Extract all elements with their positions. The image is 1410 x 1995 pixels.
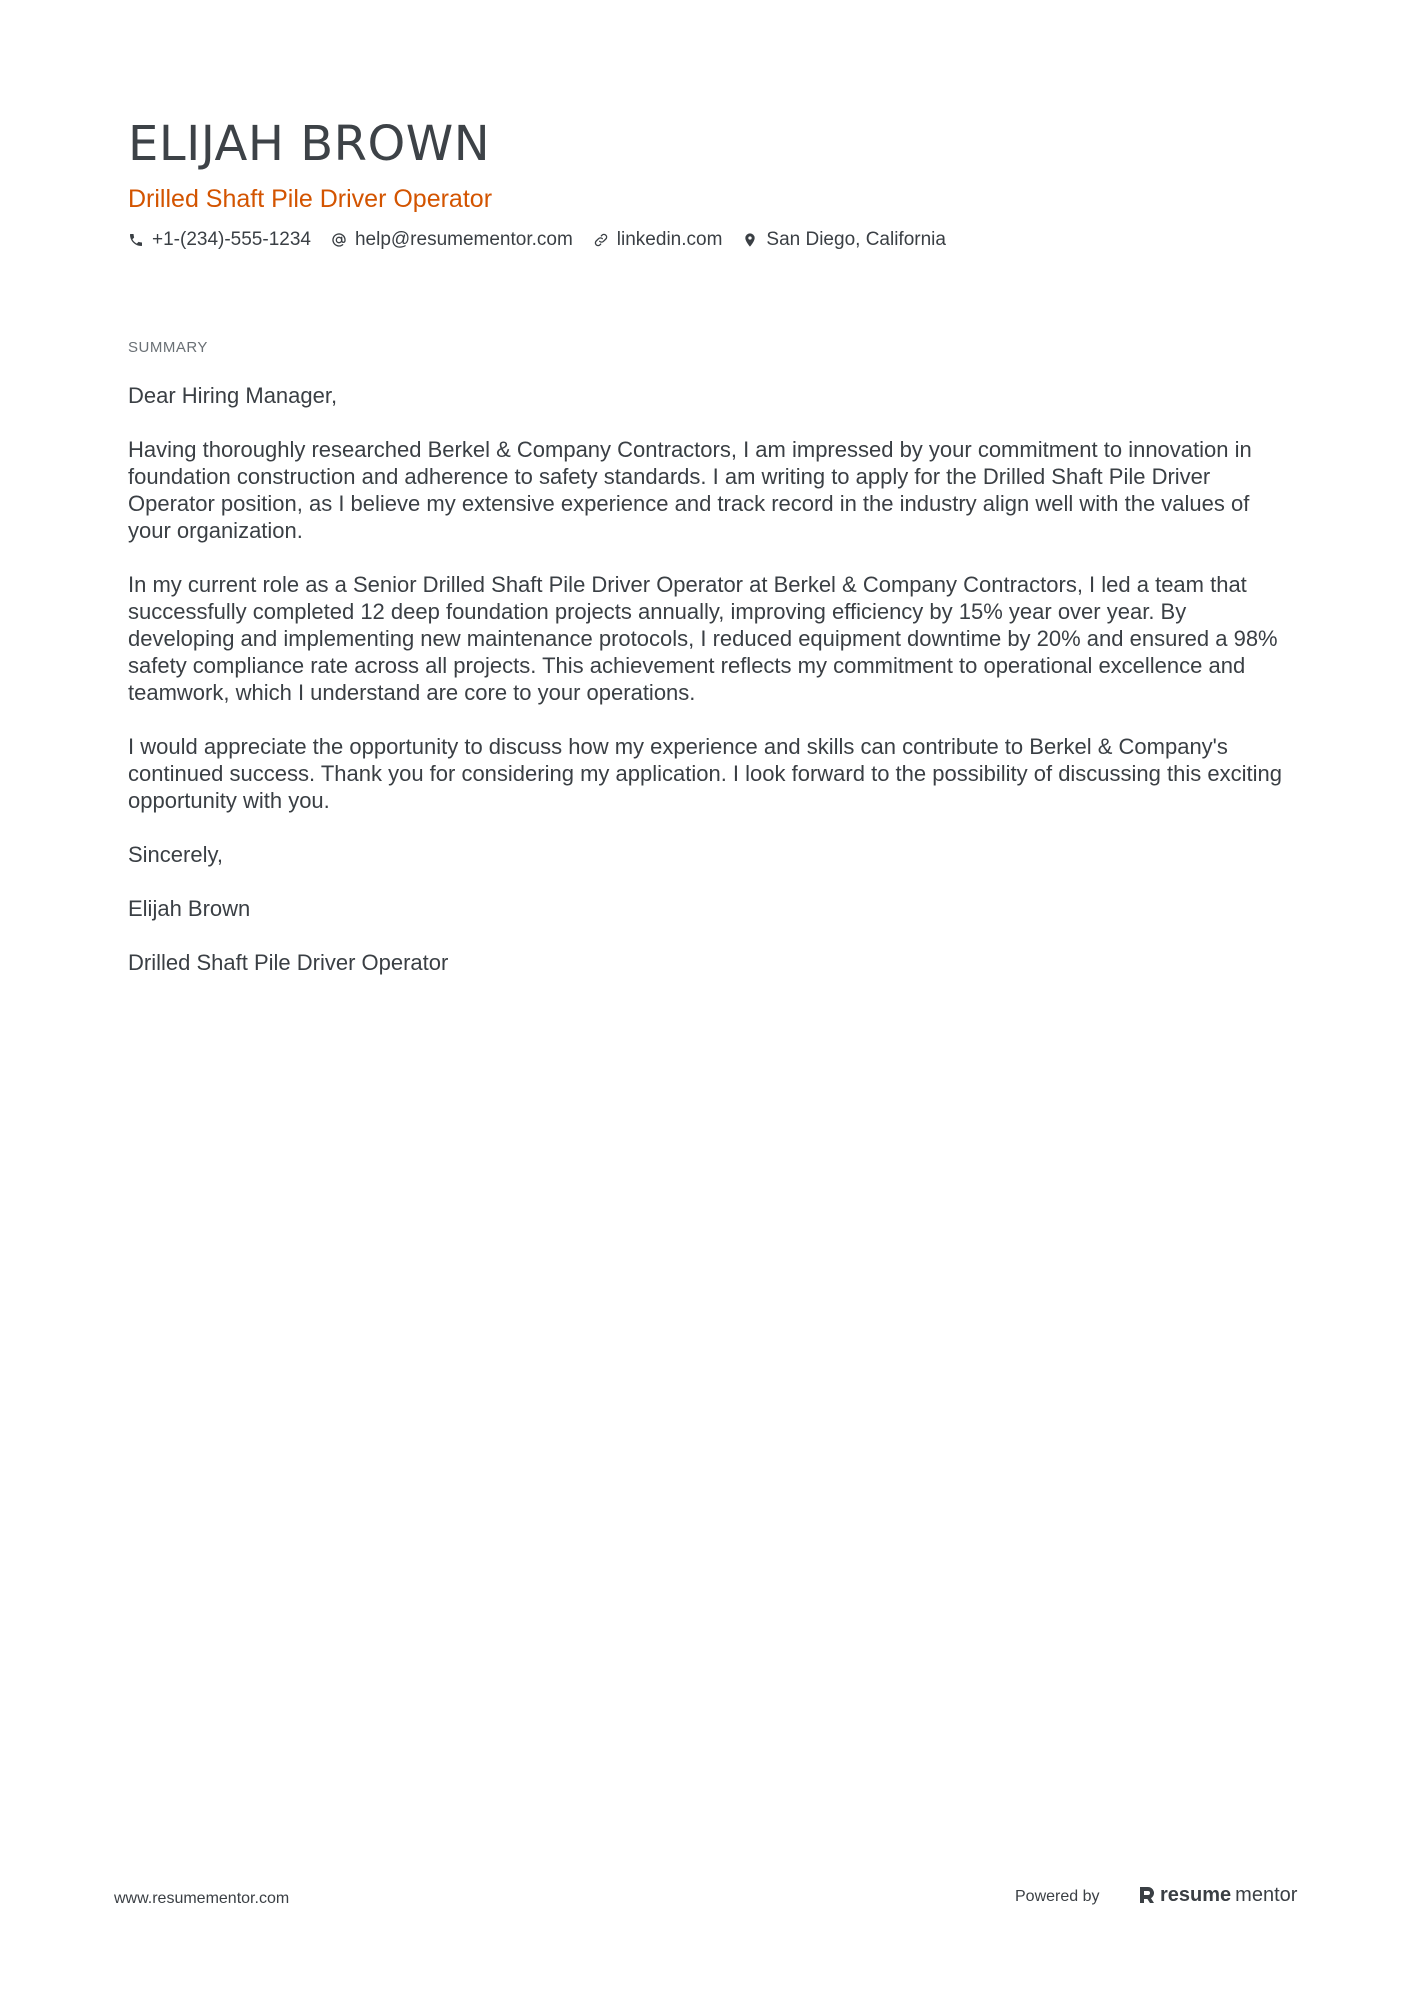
brand-text-light: mentor bbox=[1235, 1884, 1298, 1906]
at-icon bbox=[331, 232, 347, 248]
resumementor-logo-icon bbox=[1138, 1885, 1156, 1905]
link-icon bbox=[593, 232, 609, 248]
phone-text: +1-(234)-555-1234 bbox=[152, 229, 311, 250]
candidate-name: ELIJAH BROWN bbox=[128, 116, 491, 172]
contact-phone bbox=[128, 226, 311, 254]
letter-closing: Sincerely, bbox=[128, 842, 223, 867]
signature-title: Drilled Shaft Pile Driver Operator bbox=[128, 950, 449, 975]
section-title-summary: SUMMARY bbox=[128, 339, 208, 356]
letter-paragraph: I would appreciate the opportunity to discuss how my experience and skills can contribute to Berkel & Company's continued success. Thank you for considering my application. I look forward to the possibility of discussing this exciting opportunity with you. bbox=[128, 734, 1282, 813]
signature-name: Elijah Brown bbox=[128, 896, 251, 921]
powered-by-label: Powered by bbox=[1015, 1888, 1100, 1905]
contact-bar bbox=[128, 226, 946, 254]
candidate-role: Drilled Shaft Pile Driver Operator bbox=[128, 185, 493, 213]
location-pin-icon bbox=[742, 232, 758, 248]
resumementor-logo[interactable] bbox=[1138, 1882, 1297, 1908]
brand-text-bold: resume bbox=[1160, 1884, 1232, 1906]
letter-greeting: Dear Hiring Manager, bbox=[128, 383, 338, 408]
location-text: San Diego, California bbox=[766, 229, 946, 250]
email-text: help@resumementor.com bbox=[354, 229, 573, 250]
letter-body bbox=[128, 382, 1298, 1003]
footer-website-link[interactable]: www.resumementor.com bbox=[114, 1890, 290, 1907]
contact-linkedin[interactable] bbox=[593, 226, 723, 254]
phone-icon bbox=[128, 232, 144, 248]
linkedin-text: linkedin.com bbox=[616, 229, 723, 250]
letter-paragraph: In my current role as a Senior Drilled Shaft Pile Driver Operator at Berkel & Company Contractors, I led a team that successfully completed 12 deep foundation projects annually, improving efficiency by 15% year over year. By developing and implementing new maintenance protocols, I reduced equipment downtime by 20% and ensured a 98% safety compliance rate across all projects. This achievement reflects my commitment to operational excellence and teamwork, which I understand are core to your operations. bbox=[128, 572, 1278, 705]
contact-email[interactable] bbox=[331, 226, 573, 254]
contact-location bbox=[742, 226, 946, 254]
letter-paragraph: Having thoroughly researched Berkel & Company Contractors, I am impressed by your commitment to innovation in foundation construction and adherence to safety standards. I am writing to apply for the Drilled Shaft Pile Driver Operator position, as I believe my extensive experience and track record in the industry align well with the values of your organization. bbox=[128, 437, 1252, 543]
